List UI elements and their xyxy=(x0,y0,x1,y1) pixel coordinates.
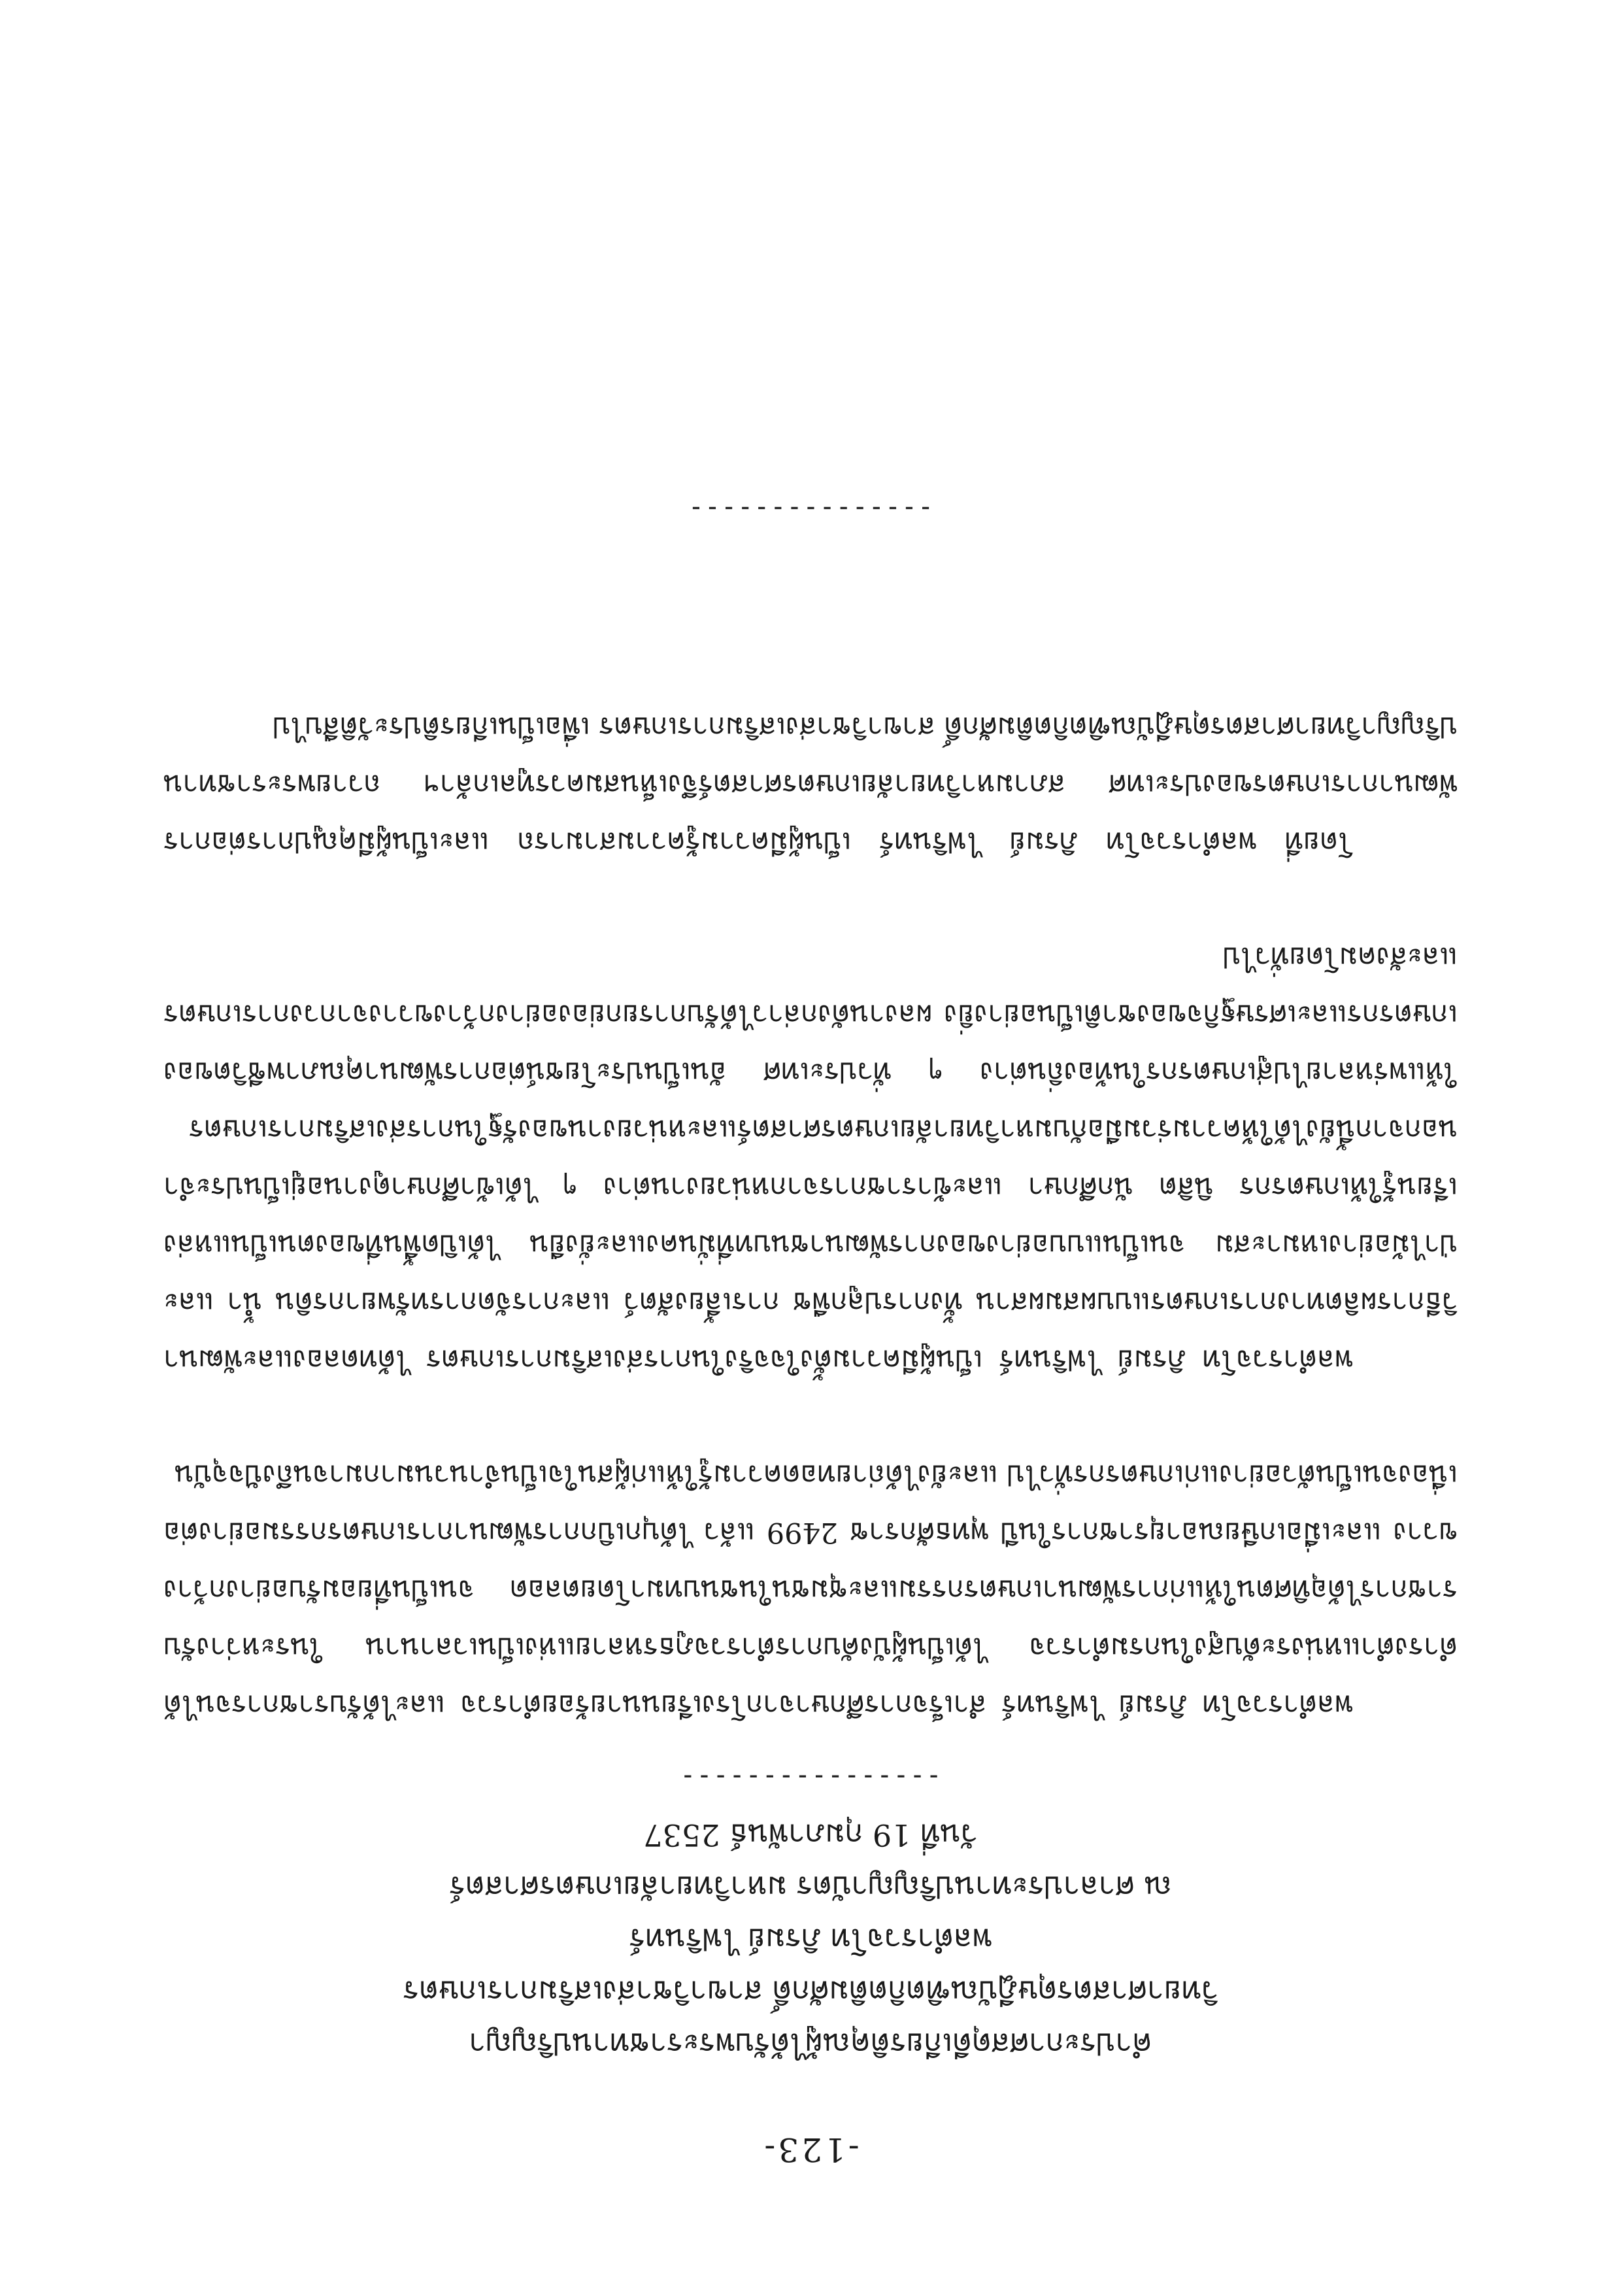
heading-line-1: คำประกาศสดุดีเกียรติคุณผู้ได้รับพระราชทานปริญญา xyxy=(469,2027,1152,2062)
paragraph-3: โดยที่ พลตำรวจโท ภิรมย์ ไฟรินทร์ เป็นผู้มีความรู้ความสามารถ และเป็นผู้มีคุณูปการต่อการพัฒนาการเกษตรของประเทศ สภามหาวิทยาลัยเกษตรศาสตร์จึงเห็นสมควรทูลเกล้าฯ ถวายพระราชทานปริญญาวิทยาศาสตรดุษฎีบัณฑิตกิตติมศักดิ์ สาขาวิชาส่งเสริมการเกษตร เพื่อเป็นเกียรติประวัติสืบไป xyxy=(163,711,1458,858)
heading-line-5: วันที่ 19 กุมภาพันธ์ 2537 xyxy=(643,1817,978,1853)
citation-body xyxy=(163,641,1458,1734)
heading-line-4: ณ ศาลาประทานปริญญาบัตร มหาวิทยาลัยเกษตรศาสตร์ xyxy=(449,1870,1172,1905)
heading-line-2: วิทยาศาสตรดุษฎีบัณฑิตกิตติมศักดิ์ สาขาวิชาส่งเสริมการเกษตร xyxy=(403,1974,1218,2010)
divider-top: ---------------- xyxy=(679,1763,942,1793)
page-number: -123- xyxy=(761,2131,860,2169)
divider-bottom: --------------- xyxy=(687,494,934,524)
document-heading xyxy=(196,1809,1425,2070)
heading-line-3: พลตำรวจโท ภิรมย์ ไฟรินทร์ xyxy=(629,1922,992,1957)
paragraph-1: พลตำรวจโท ภิรมย์ ไฟรินทร์ สำเร็จการศึกษาจากโรงเรียนนายร้อยตำรวจ และได้รับราชการจนได้ดำรงตำแหน่งระดับสูงในกรมตำรวจ ได้เป็นผู้บังคับการตำรวจภูธรหลายแห่งเป็นเวลานาน ในระหว่างรับราชการได้อุทิศตนให้แก่การพัฒนาเกษตรกรรมและชุมชนในชนบทมาโดยตลอด จนเป็นที่ยอมรับอย่างกว้างขวาง และเมื่อเกษียณอายุราชการในปี พุทธศักราช 2499 แล้ว ได้บุกเบิกการพัฒนาการเกษตรกรรมอย่างต่อเนื่องจนเป็นตัวอย่างแก่เกษตรกรทั่วไป และยังได้ถ่ายทอดความรู้ให้แก่ผู้สนใจเป็นจำนวนมากมาจนถึงปัจจุบัน xyxy=(163,1459,1458,1721)
paragraph-2: พลตำรวจโท ภิรมย์ ไฟรินทร์ เป็นผู้มีความตั้งใจจริงในการส่งเสริมการเกษตร ได้ทดลองและพัฒนาวิธีการผลิตทางการเกษตรแบบผสมผสาน ทั้งการปลูกพืช การเลี้ยงสัตว์ และการจัดการทรัพยากรดิน น้ำ และป่าไม้อย่างเหมาะสม จนเป็นแบบอย่างของการพัฒนาชนบทที่มั่นคงและยั่งยืน ได้เปิดพื้นที่ของตนเป็นแหล่งเรียนรู้ให้เกษตรกร นิสิต นักศึกษา และข้าราชการจากหน่วยงานต่าง ๆ ได้เข้าศึกษาดูงานอยู่เป็นประจำ นอกจากนี้ยังได้ให้ความร่วมมือกับมหาวิทยาลัยเกษตรศาสตร์และหน่วยงานของรัฐในการส่งเสริมการเกษตรให้แพร่หลายไปสู่เกษตรกรในท้องถิ่นต่าง ๆ ทั่วประเทศ อันเป็นประโยชน์ต่อการพัฒนาคุณภาพชีวิตของเกษตรกรและเศรษฐกิจของชาติเป็นอย่างยิ่ง ผลงานดังกล่าวได้รับการยกย่องอย่างกว้างขวางจากวงการเกษตรและสังคมโดยทั่วไป xyxy=(163,941,1458,1376)
